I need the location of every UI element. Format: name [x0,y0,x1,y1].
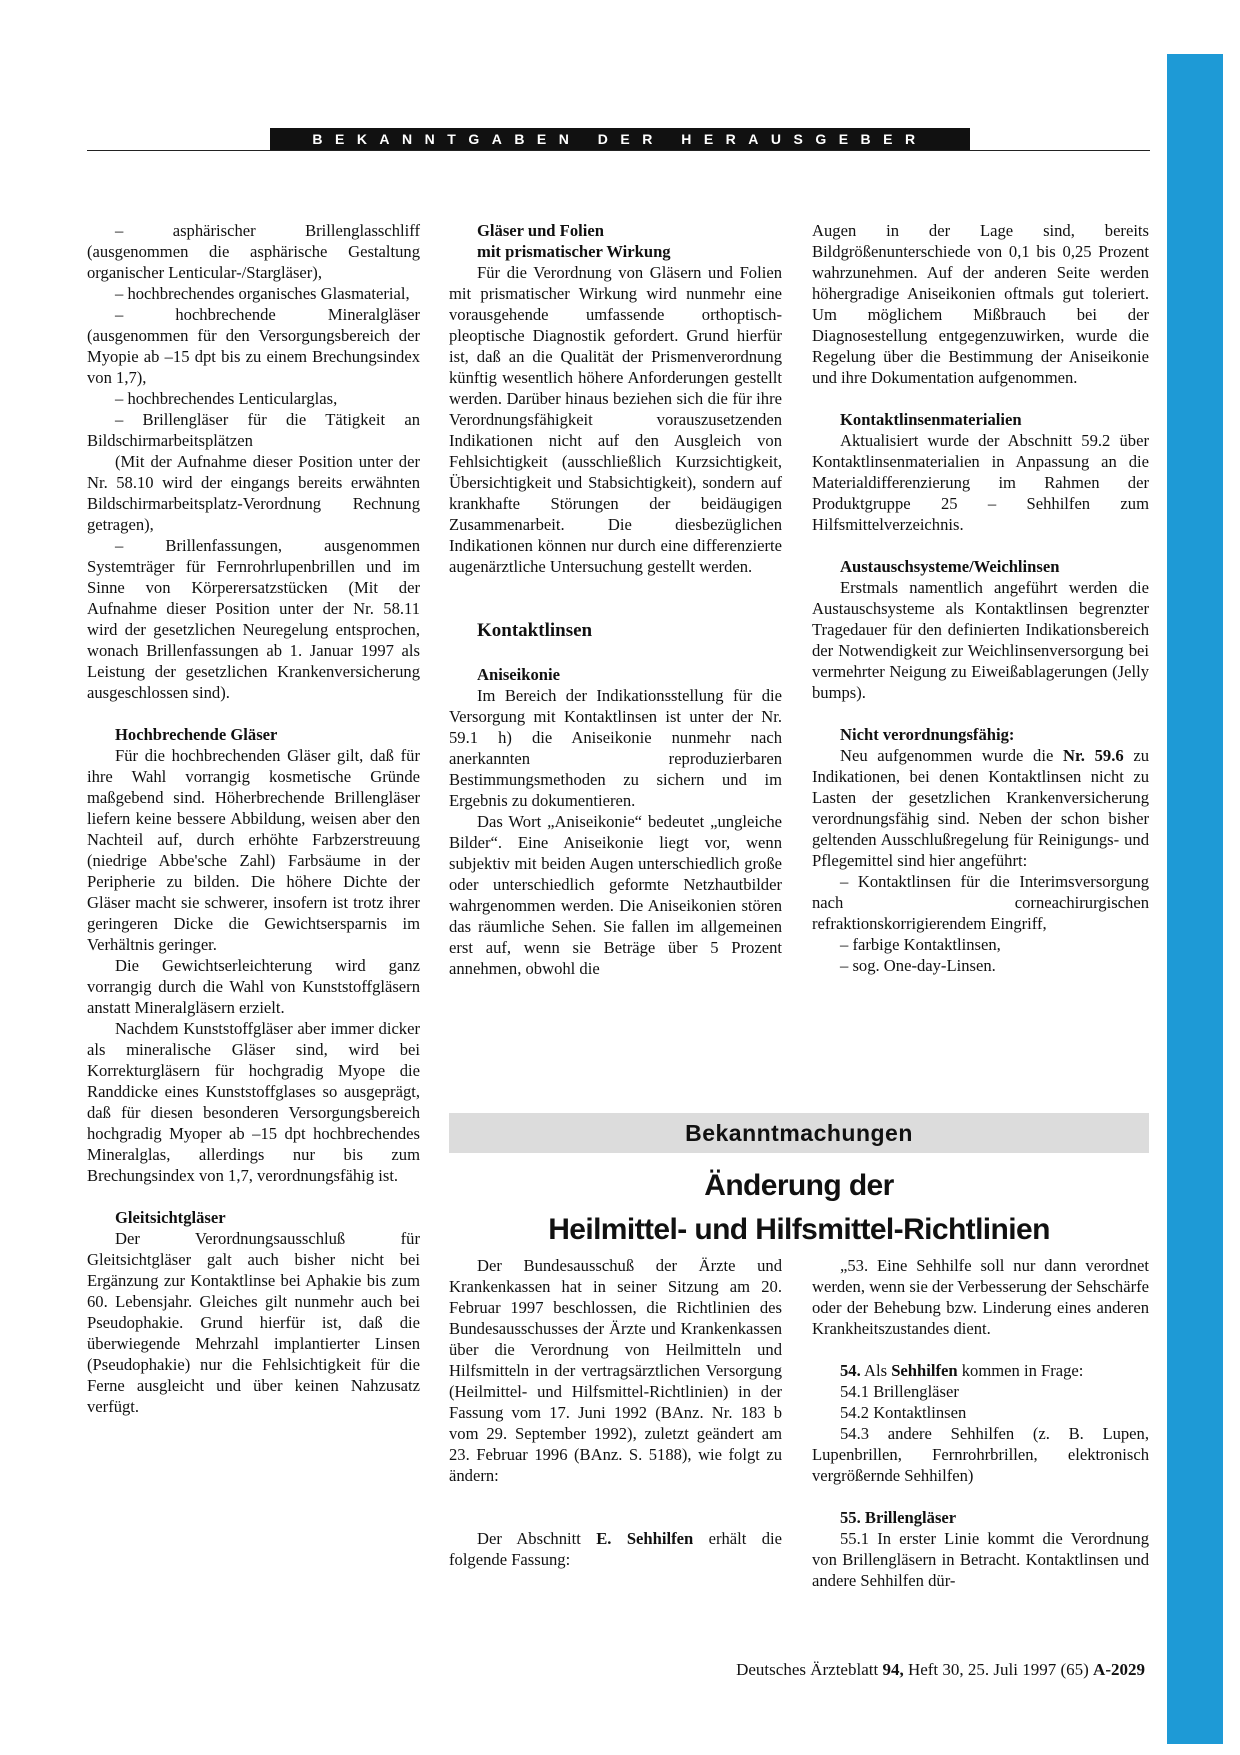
paragraph: Der Bundesausschuß der Ärzte und Krankenkassen hat in seiner Sitzung am 20. Februar 1997 beschlossen, die Richtlinien des Bundesausschusses der Ärzte und Krankenkassen über die Verordnung von Heilmitteln und Hilfsmitteln in der vertragsärztlichen Versorgung (Heilmittel- und Hilfsmittel-Richtlinien) in der Fassung vom 17. Juni 1992 (BAnz. Nr. 183 b vom 29. September 1992), zuletzt geändert am 23. Februar 1996 (BAnz. S. 5188), wie folgt zu ändern: [449,1256,782,1485]
subheading: Aniseikonie [477,665,560,684]
paragraph [812,1360,1149,1381]
text-run: zu Indikationen, bei denen Kontaktlinsen nicht zu Lasten der gesetzlichen Krankenversicherung verordnungsfähig sind. Neben der schon bisher geltenden Ausschlußregelung für Reinigungs- und Pflegemittel sind hier angeführt: [812,746,1150,870]
footer-issue: Heft 30, 25. Juli 1997 (65) [903,1660,1094,1679]
subheading: Gläser und Folien [477,221,604,240]
paragraph: Für die hochbrechenden Gläser gilt, daß für ihre Wahl vorrangig kosmetische Gründe maßgebend sind. Höherbrechende Brillengläser liefern keine bessere Abbildung, weisen aber den Nachteil auf, durch erhöhte Farbzerstreuung (niedrige Abbe'sche Zahl) Farbsäume in der Peripherie zu bilden. Die höhere Dichte der Gläser macht sie schwerer, insofern ist trotz ihrer geringeren Dicke die Gewichtsersparnis im Verhältnis geringer. [87,746,420,954]
list-item: 54.1 Brillengläser [840,1382,959,1401]
headline-line-2: Heilmittel- und Hilfsmittel-Richtlinien [548,1213,1050,1246]
lower-left-column [449,1255,782,1570]
subheading: 55. Brillengläser [840,1508,957,1527]
header-rule [87,150,1150,151]
paragraph: (Mit der Aufnahme dieser Position unter der Nr. 58.10 wird der eingangs bereits erwähnten Bildschirmarbeitsplatz-Verordnung Rechnung getragen), [87,452,420,534]
subheading: Nicht verordnungsfähig: [840,725,1015,744]
list-item: – asphärischer Brillenglasschliff (ausgenommen die asphärische Gestaltung organischer Lenticular-/Stargläser), [87,221,420,282]
page-number: A-2029 [1093,1660,1145,1679]
paragraph [812,745,1149,871]
text-run: Der Abschnitt [477,1529,597,1548]
subheading: Hochbrechende Gläser [115,725,278,744]
headline-line-1: Änderung der [704,1169,894,1202]
list-item: – hochbrechende Mineralgläser (ausgenommen für den Versorgungsbereich der Myopie ab –15 dpt bis zu einem Brechungsindex von 1,7), [87,305,420,387]
page-footer [736,1660,1145,1680]
section-heading: Kontaktlinsen [477,620,593,641]
paragraph: Im Bereich der Indikationsstellung für die Versorgung mit Kontaktlinsen ist unter der Nr. 59.1 h) die Aniseikonie nunmehr nach anerkannten reproduzierbaren Bestimmungsmethoden zu sichern und im Ergebnis zu dokumentieren. [449,686,782,810]
paragraph: „53. Eine Sehhilfe soll nur dann verordnet werden, wenn sie der Verbesserung der Sehschärfe oder der Behebung bzw. Linderung eines anderen Krankheitszustandes dient. [812,1256,1149,1338]
bold-run: E. Sehhilfen [596,1529,694,1548]
subheading: Austauschsysteme/Weichlinsen [840,557,1060,576]
text-run: kommen in Frage: [957,1361,1084,1380]
column-2 [449,220,782,979]
list-item: – Brillenfassungen, ausgenommen Systemträger für Fernrohrlupenbrillen und im Sinne von Körperersatzstücken (Mit der Aufnahme dieser Position unter der Nr. 58.11 wird der gesetzlichen Neuregelung entsprochen, wonach Brillenfassungen ab 1. Januar 1997 als Leistung der gesetzlichen Krankenversicherung ausgeschlossen sind). [87,536,420,702]
paragraph: Der Verordnungsausschluß für Gleitsichtgläser galt auch bisher nicht bei Ergänzung zur Kontaktlinse bei Aphakie bis zum 60. Lebensjahr. Gleiches gilt nunmehr auch bei Pseudophakie. Grund hierfür ist, daß die überwiegende Mehrzahl implantierter Linsen (Pseudophakie) nur die Fehlsichtigkeit für die Ferne ausgleicht und über keinen Nahzusatz verfügt. [87,1229,420,1416]
bold-run: Sehhilfen [891,1361,958,1380]
paragraph [449,1528,782,1570]
column-1 [87,220,420,1417]
column-3 [812,220,1149,976]
list-item: – Brillengläser für die Tätigkeit an Bildschirmarbeitsplätzen [87,410,420,450]
list-item: – hochbrechendes organisches Glasmaterial, [115,284,410,303]
lower-right-column [812,1255,1149,1591]
paragraph: Das Wort „Aniseikonie“ bedeutet „ungleiche Bilder“. Eine Aniseikonie liegt vor, wenn subjektiv mit beiden Augen unterschiedlich große oder unterschiedlich geformte Netzhautbilder wahrgenommen werden. Die Aniseikonien stören das räumliche Sehen. Sie fallen im allgemeinen erst auf, wenn sie Beträge über 5 Prozent annehmen, obwohl die [449,812,782,978]
text-run: Neu aufgenommen wurde die [840,746,1063,765]
bold-run: Nr. 59.6 [1062,746,1124,765]
footer-volume: 94, [882,1660,904,1679]
list-item: 54.2 Kontaktlinsen [840,1403,967,1422]
bold-run: 54. [840,1361,861,1380]
paragraph: Augen in der Lage sind, bereits Bildgrößenunterschiede von 0,1 bis 0,25 Prozent wahrzunehmen. Auf der anderen Seite werden höhergradige Aniseikonien oftmals gut toleriert. Um möglichem Mißbrauch bei der Diagnosestellung entgegenzuwirken, wurde die Regelung über die Bestimmung der Aniseikonie und ihre Dokumentation aufgenommen. [812,221,1149,387]
list-item: – farbige Kontaktlinsen, [840,935,1001,954]
paragraph: Für die Verordnung von Gläsern und Folien mit prismatischer Wirkung wird nunmehr eine vorausgehende umfassende orthoptisch-pleoptische Diagnostik gefordert. Grund hierfür ist, daß an die Qualität der Prismenverordnung künftig wesentlich höhere Anforderungen gestellt werden. Darüber hinaus beziehen sich die für ihre Verordnungsfähigkeit vorauszusetzenden Indikationen nicht auf den Ausgleich von Fehlsichtigkeit (ausschließlich Kurzsichtigkeit, Übersichtigkeit und Stabsichtigkeit), sondern auf krankhafte Störungen der beidäugigen Zusammenarbeit. Die diesbezüglichen Indikationen können nur durch eine differenzierte augenärztliche Untersuchung gestellt werden. [449,263,782,576]
paragraph: Erstmals namentlich angeführt werden die Austauschsysteme als Kontaktlinsen begrenzter Tragedauer für den definierten Indikationsbereich der Notwendigkeit zur Weichlinsenversorgung bei vermehrter Neigung zu Eiweißablagerungen (Jelly bumps). [812,578,1149,702]
text-run: Als [860,1361,892,1380]
list-item: 54.3 andere Sehhilfen (z. B. Lupen, Lupenbrillen, Fernrohrbrillen, elektronisch vergrößernde Sehhilfen) [812,1424,1149,1485]
rubric-banner: BEKANNTGABEN DER HERAUSGEBER [270,128,970,150]
list-item: – sog. One-day-Linsen. [840,956,996,975]
text-run: erhält die folgende Fassung: [449,1529,782,1569]
footer-journal: Deutsches Ärzteblatt [736,1660,883,1679]
article-headline [449,1164,1149,1252]
paragraph: Die Gewichtserleichterung wird ganz vorrangig durch die Wahl von Kunststoffgläsern anstatt Mineralgläsern erzielt. [87,956,420,1017]
subheading: Gleitsichtgläser [115,1208,226,1227]
list-item: – hochbrechendes Lenticularglas, [115,389,338,408]
subheading: Kontaktlinsenmaterialien [840,410,1022,429]
paragraph: Nachdem Kunststoffgläser aber immer dicker als mineralische Gläser sind, wird bei Korrekturgläsern für hochgradig Myope die Randdicke eines Kunststoffglases so ausgeprägt, daß für diesen besonderen Versorgungsbereich hochgradig Myoper ab –15 dpt hochbrechendes Mineralglas, allerdings nur bis zum Brechungsindex von 1,7, verordnungsfähig ist. [87,1019,420,1185]
list-item: – Kontaktlinsen für die Interimsversorgung nach corneachirurgischen refraktionskorrigierendem Eingriff, [812,872,1149,933]
paragraph: Aktualisiert wurde der Abschnitt 59.2 über Kontaktlinsenmaterialien in Anpassung an die Materialdifferenzierung im Rahmen der Produktgruppe 25 – Sehhilfen zum Hilfsmittelverzeichnis. [812,431,1149,534]
subheading: mit prismatischer Wirkung [477,242,671,261]
section-label-bar: Bekanntmachungen [449,1113,1149,1153]
paragraph: 55.1 In erster Linie kommt die Verordnung von Brillengläsern in Betracht. Kontaktlinsen und andere Sehhilfen dür- [812,1529,1149,1590]
blue-edge-bar [1167,54,1223,1744]
